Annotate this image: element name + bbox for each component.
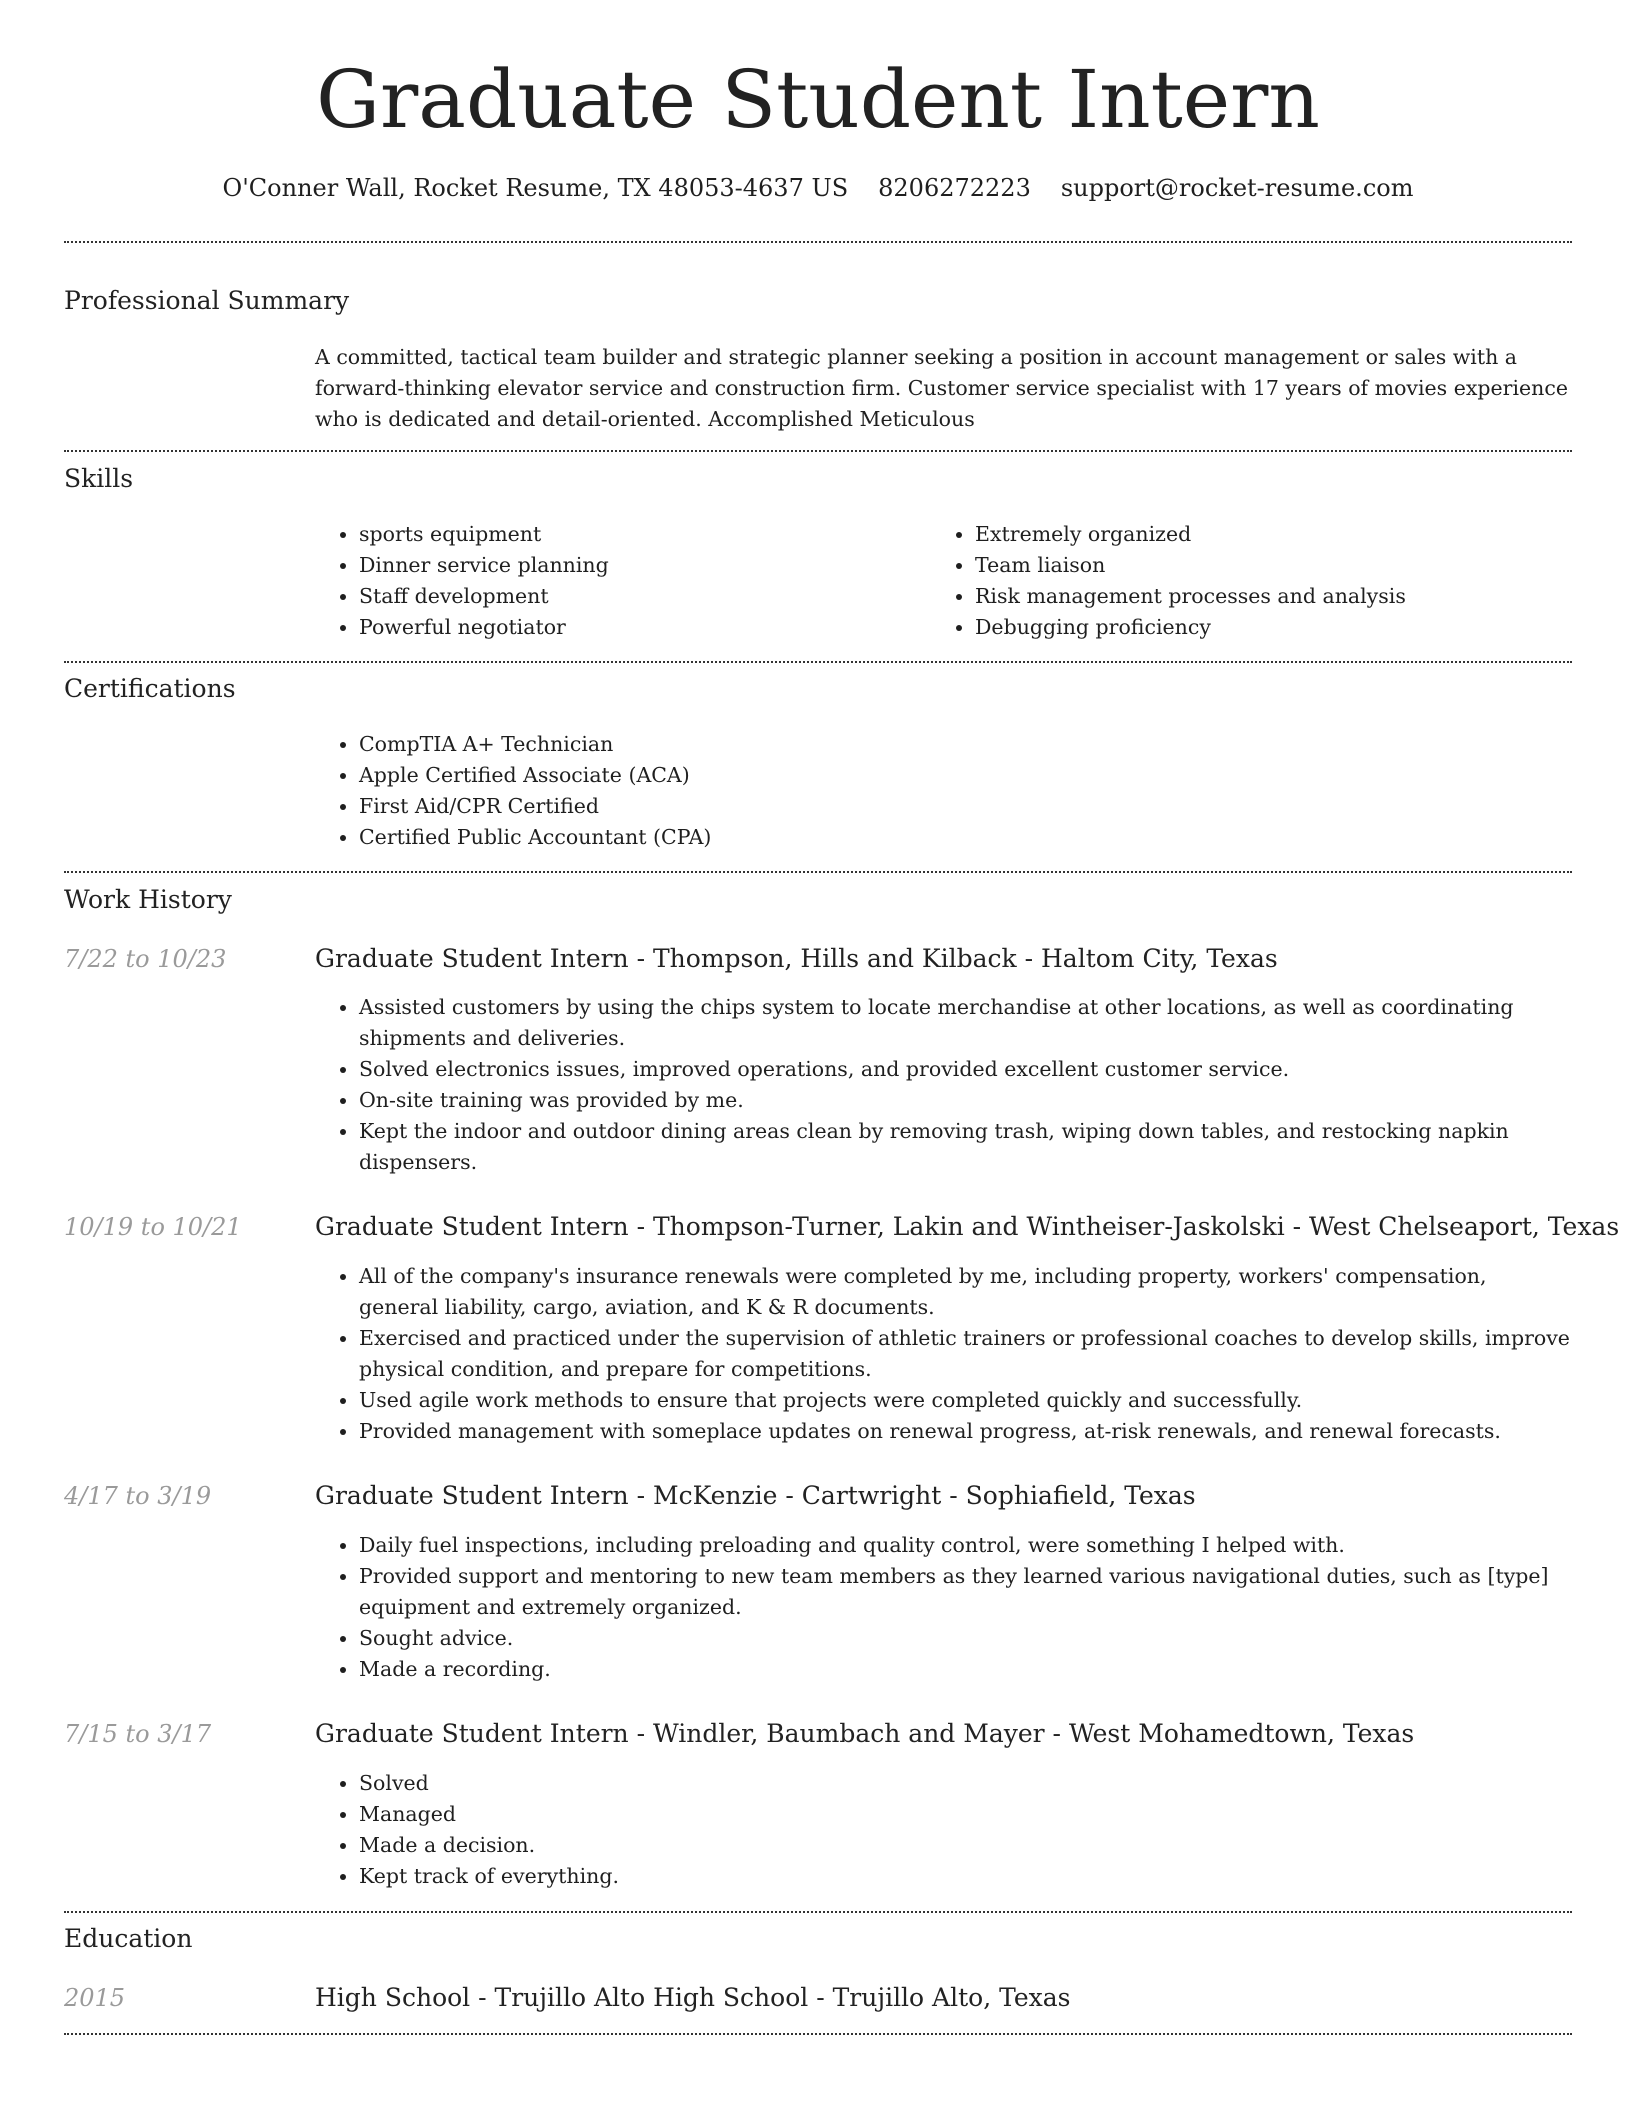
job-bullet: • All of the company's insurance renewals were completed by me, including property, workers' compensation, general liability, cargo, aviation, and K & R documents. <box>359 1261 1572 1323</box>
certifications-list <box>315 729 1559 853</box>
skills-list-right <box>931 519 1595 643</box>
education-heading: Education <box>64 1924 193 1953</box>
certification-item: • First Aid/CPR Certified <box>359 791 1559 822</box>
job-title: Graduate Student Intern - Windler, Baumbach and Mayer - West Mohamedtown, Texas <box>315 1719 1415 1748</box>
certification-item: • Apple Certified Associate (ACA) <box>359 760 1559 791</box>
job-bullet: • Assisted customers by using the chips system to locate merchandise at other locations, as well as coordinating shipments and deliveries. <box>359 992 1572 1054</box>
contact-line <box>64 171 1572 205</box>
contact-email[interactable]: support@rocket-resume.com <box>1060 174 1414 202</box>
certification-item: • Certified Public Accountant (CPA) <box>359 822 1559 853</box>
skill-item: • Powerful negotiator <box>359 612 919 643</box>
section-divider <box>64 450 1572 452</box>
job-bullet: • Kept track of everything. <box>359 1861 1572 1892</box>
job-bullet: • Kept the indoor and outdoor dining areas clean by removing trash, wiping down tables, and restocking napkin dispensers. <box>359 1116 1572 1178</box>
job-bullet: • Solved <box>359 1768 1572 1799</box>
job-dates: 7/15 to 3/17 <box>64 1720 212 1748</box>
section-divider <box>64 241 1572 243</box>
job-bullet: • Solved electronics issues, improved operations, and provided excellent customer service. <box>359 1054 1572 1085</box>
job-bullet: • Provided support and mentoring to new team members as they learned various navigational duties, such as [type] equipment and extremely organized. <box>359 1561 1572 1623</box>
summary-text: A committed, tactical team builder and strategic planner seeking a position in account management or sales with a forward-thinking elevator service and construction firm. Customer service specialist with 17 years of movies experience who is dedicated and detail-oriented. Accomplished Meticulous <box>315 345 1568 431</box>
job-bullets <box>315 1768 1572 1892</box>
contact-address: O'Conner Wall, Rocket Resume, TX 48053-4637 US <box>222 174 849 202</box>
job-bullet: • On-site training was provided by me. <box>359 1085 1572 1116</box>
job-title: Graduate Student Intern - Thompson, Hills and Kilback - Haltom City, Texas <box>315 944 1278 973</box>
job-bullets <box>315 1261 1572 1447</box>
skill-item: • Extremely organized <box>975 519 1595 550</box>
job-bullet: • Provided management with someplace updates on renewal progress, at-risk renewals, and renewal forecasts. <box>359 1416 1572 1447</box>
section-divider <box>64 871 1572 873</box>
job-bullet: • Daily fuel inspections, including preloading and quality control, were something I helped with. <box>359 1530 1572 1561</box>
certifications-heading: Certifications <box>64 674 236 703</box>
contact-phone: 8206272223 <box>878 174 1031 202</box>
job-bullet: • Made a decision. <box>359 1830 1572 1861</box>
education-title: High School - Trujillo Alto High School - Trujillo Alto, Texas <box>315 1983 1071 2012</box>
summary-heading: Professional Summary <box>64 286 350 315</box>
skill-item: • Dinner service planning <box>359 550 919 581</box>
skills-heading: Skills <box>64 464 134 493</box>
skill-item: • Staff development <box>359 581 919 612</box>
work-heading: Work History <box>64 885 232 914</box>
skill-item: • Debugging proficiency <box>975 612 1595 643</box>
job-bullet: • Exercised and practiced under the supervision of athletic trainers or professional coaches to develop skills, improve physical condition, and prepare for competitions. <box>359 1323 1572 1385</box>
job-dates: 10/19 to 10/21 <box>64 1213 242 1241</box>
job-bullet: • Sought advice. <box>359 1623 1572 1654</box>
section-divider <box>64 661 1572 663</box>
education-year: 2015 <box>64 1984 126 2012</box>
skill-item: • sports equipment <box>359 519 919 550</box>
skill-item: • Team liaison <box>975 550 1595 581</box>
certification-item: • CompTIA A+ Technician <box>359 729 1559 760</box>
section-divider <box>64 1911 1572 1913</box>
job-dates: 4/17 to 3/19 <box>64 1482 212 1510</box>
skill-item: • Risk management processes and analysis <box>975 581 1595 612</box>
job-bullet: • Used agile work methods to ensure that projects were completed quickly and successfully. <box>359 1385 1572 1416</box>
resume-name: Graduate Student Intern <box>316 53 1320 146</box>
skills-list-left <box>315 519 919 643</box>
job-bullets <box>315 992 1572 1178</box>
job-title: Graduate Student Intern - Thompson-Turner, Lakin and Wintheiser-Jaskolski - West Chelseaport, Texas <box>315 1212 1620 1241</box>
job-bullet: • Managed <box>359 1799 1572 1830</box>
section-divider <box>64 2033 1572 2035</box>
job-dates: 7/22 to 10/23 <box>64 945 227 973</box>
job-bullets <box>315 1530 1572 1685</box>
job-title: Graduate Student Intern - McKenzie - Cartwright - Sophiafield, Texas <box>315 1481 1196 1510</box>
job-bullet: • Made a recording. <box>359 1654 1572 1685</box>
